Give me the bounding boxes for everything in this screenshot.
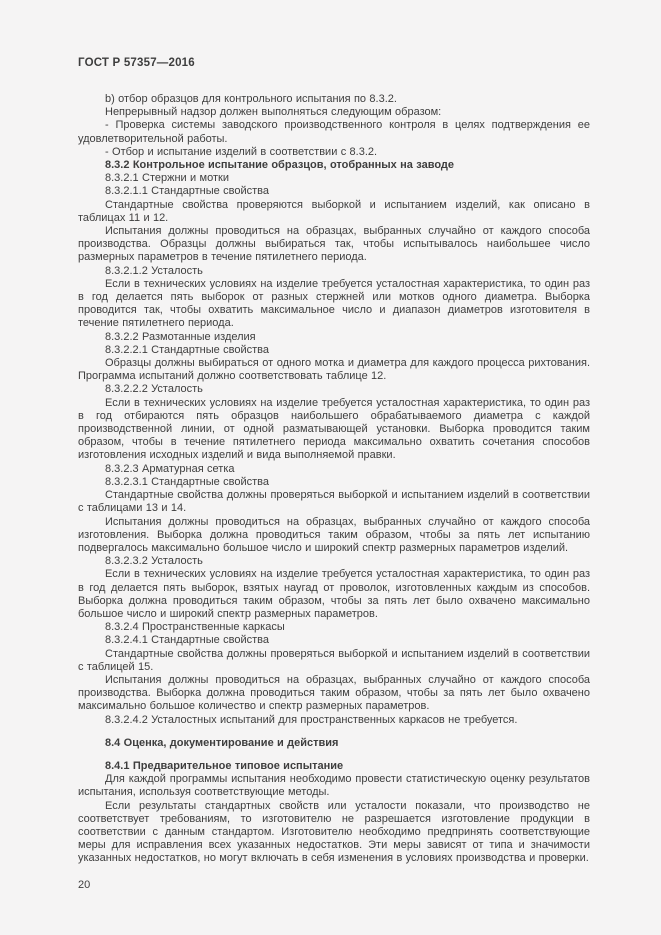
paragraph: Стандартные свойства должны проверяться выборкой и испытанием изделий в соответствии с таблицей 15.: [78, 647, 590, 673]
paragraph: Образцы должны выбираться от одного мотка и диаметра для каждого процесса рихтования. Программа испытаний должно соответствовать таблице 12.: [78, 357, 590, 383]
paragraph: 8.3.2.3.2 Усталость: [105, 555, 203, 568]
section-heading: 8.4 Оценка, документирование и действия: [105, 736, 339, 749]
paragraph: 8.3.2.2.1 Стандартные свойства: [105, 343, 269, 356]
paragraph: Если в технических условиях на изделие требуется усталостная характеристика, то один раз в год отбираются пять образцов наибольшего обрабатываемого диаметра с каждой производственной линии, от одной разматывающей установки. Выборка проводится таким образом, чтобы в течение пятилетнего периода максимально охватить сочетания способов изготовления исходных изделий и вида выполняемой правки.: [78, 396, 590, 462]
paragraph: 8.3.2.3 Арматурная сетка: [105, 462, 235, 475]
paragraph: 8.3.2.1.2 Усталость: [105, 264, 203, 277]
page-header-title: ГОСТ Р 57357—2016: [78, 57, 195, 69]
paragraph: Стандартные свойства проверяются выборкой и испытанием изделий, как описано в таблицах 11 и 12.: [78, 198, 590, 224]
subsection-heading: 8.4.1 Предварительное типовое испытание: [105, 759, 344, 772]
paragraph: 8.3.2.3.1 Стандартные свойства: [105, 475, 269, 488]
paragraph: Испытания должны проводиться на образцах, выбранных случайно от каждого способа производства. Образцы должны выбираться так, чтобы испытывалось наибольшее число размерных параметров в течение пятилетнего периода.: [78, 225, 590, 264]
paragraph: - Проверка системы заводского производственного контроля в целях подтверждения ее удовлетворительной работы.: [78, 119, 590, 145]
paragraph: 8.3.2.4.2 Усталостных испытаний для пространственных каркасов не требуется.: [105, 713, 518, 726]
paragraph: Стандартные свойства должны проверяться выборкой и испытанием изделий в соответствии с таблицами 13 и 14.: [78, 489, 590, 515]
paragraph: 8.3.2.2.2 Усталость: [105, 383, 203, 396]
page-number: 20: [78, 878, 91, 891]
clause-heading: 8.3.2 Контрольное испытание образцов, отобранных на заводе: [105, 159, 454, 172]
paragraph: 8.3.2.1 Стержни и мотки: [105, 172, 229, 185]
paragraph: 8.3.2.1.1 Стандартные свойства: [105, 185, 269, 198]
paragraph: Непрерывный надзор должен выполняться следующим образом:: [105, 106, 442, 119]
paragraph: Для каждой программы испытания необходимо провести статистическую оценку результатов испытания, используя соответствующие методы.: [78, 773, 590, 799]
paragraph: 8.3.2.4.1 Стандартные свойства: [105, 634, 269, 647]
paragraph: Если в технических условиях на изделие требуется усталостная характеристика, то один раз в год делается пять выборок, взятых наугад от проволок, изготовленных каждым из способов. Выборка должна проводиться таким образом, чтобы за пять лет было охвачено максимально большое число и широкий спектр размерных параметров.: [78, 568, 590, 620]
paragraph: Испытания должны проводиться на образцах, выбранных случайно от каждого способа изготовления. Выборка должна проводиться таким образом, чтобы за пять лет испытанию подвергалось максимально большое число и широкий спектр размерных параметров изделий.: [78, 515, 590, 554]
document-body: [78, 93, 590, 866]
paragraph: b) отбор образцов для контрольного испытания по 8.3.2.: [105, 93, 397, 105]
paragraph: 8.3.2.2 Размотанные изделия: [105, 330, 256, 343]
paragraph: Испытания должны проводиться на образцах, выбранных случайно от каждого способа производства. Выборка должна проводиться таким образом, чтобы за пять лет было охвачено максимально большое количество и спектр размерных параметров.: [78, 673, 590, 713]
paragraph: - Отбор и испытание изделий в соответствии с 8.3.2.: [105, 145, 378, 158]
paragraph: Если результаты стандартных свойств или усталости показали, что производство не соответствует требованиям, то изготовителю не разрешается изготовление продукции в соответствии с данным стандартом. Изготовителю необходимо предпринять соответствующие меры для исправления всех указанных недостатков. Эти меры зависят от типа и значимости указанных недостатков, но могут включать в себя изменения в условиях производства и проверки.: [78, 799, 590, 865]
paragraph: Если в технических условиях на изделие требуется усталостная характеристика, то один раз в год делается пять выборок от разных стержней или мотков одного диаметра. Выборка проводится так, чтобы охватить максимальное число и диапазон диаметров изготовителя в течение пятилетнего периода.: [78, 277, 590, 330]
paragraph: 8.3.2.4 Пространственные каркасы: [105, 621, 285, 634]
